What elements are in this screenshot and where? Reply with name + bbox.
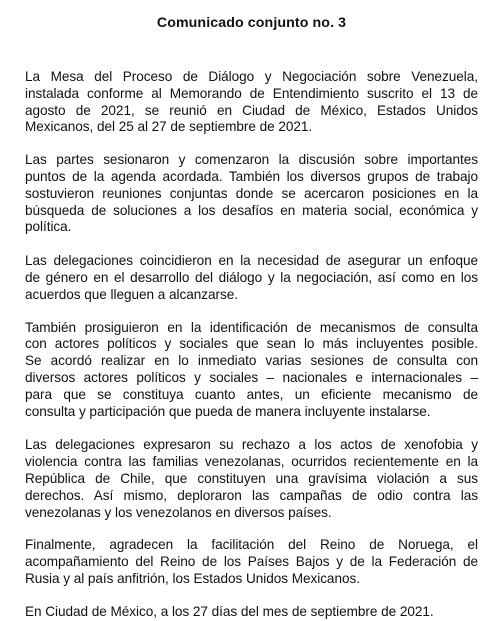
paragraph-line: Se acordó realizar en lo inmediato varias sesiones de consulta con (25, 353, 478, 369)
paragraph-line: para que se constituya cuanto antes, un eficiente mecanismo de (25, 386, 478, 402)
paragraph-line: puntos de la agenda acordada. También los diversos grupos de trabajo (25, 168, 478, 184)
paragraph-genero (25, 253, 478, 303)
paragraph-line: También prosiguieron en la identificación de mecanismos de consulta (25, 319, 478, 335)
paragraph-line: consulta y participación que pueda de manera incluyente instalarse. (25, 403, 431, 419)
paragraph-lugar-fecha (25, 604, 478, 621)
paragraph-line: venezolanas y los venezolanos en diversos países. (25, 504, 332, 520)
paragraph-partes (25, 152, 478, 236)
paragraph-xenofobia (25, 437, 478, 521)
paragraph-line: violencia contra las familias venezolanas, ocurridos recientemente en la (25, 454, 478, 470)
paragraph-line: acompañamiento del Reino de los Países Bajos y de la Federación de (25, 554, 478, 570)
paragraph-line: acuerdos que lleguen a alcanzarse. (25, 286, 238, 302)
paragraph-consulta (25, 320, 478, 421)
paragraph-line: En Ciudad de México, a los 27 días del mes de septiembre de 2021. (25, 603, 434, 619)
paragraph-line: sostuvieron reuniones conjuntas donde se acercaron posiciones en la (25, 185, 478, 201)
paragraph-line: La Mesa del Proceso de Diálogo y Negociación sobre Venezuela, (25, 69, 478, 84)
paragraph-line: agosto de 2021, se reunió en Ciudad de México, Estados Unidos (25, 102, 478, 118)
paragraph-line: instalada conforme al Memorando de Entendimiento suscrito el 13 de (25, 85, 478, 101)
paragraph-line: Las partes sesionaron y comenzaron la discusión sobre importantes (25, 152, 478, 168)
paragraph-line: Las delegaciones coincidieron en la necesidad de asegurar un enfoque (25, 253, 478, 269)
paragraph-line: búsqueda de soluciones a los desafíos en materia social, económica y (25, 202, 478, 218)
paragraph-line: Finalmente, agradecen la facilitación del Reino de Noruega, el (25, 537, 478, 553)
paragraph-line: política. (25, 219, 72, 235)
paragraph-line: con actores políticos y sociales que sean lo más incluyentes posible. (25, 336, 478, 352)
paragraph-line: derechos. Así mismo, deploraron las campañas de odio contra las (25, 487, 478, 503)
paragraph-line: de género en el desarrollo del diálogo y la negociación, así como en los (25, 269, 478, 285)
paragraph-mesa (25, 69, 478, 136)
paragraph-line: Las delegaciones expresaron su rechazo a los actos de xenofobia y (25, 437, 478, 453)
paragraph-agradecimiento (25, 537, 478, 587)
paragraph-line: Rusia y al país anfitrión, los Estados Unidos Mexicanos. (25, 570, 360, 586)
document-title: Comunicado conjunto no. 3 (156, 15, 347, 31)
paragraph-line: diversos actores políticos y sociales – nacionales e internacionales – (25, 369, 478, 385)
paragraph-line: Mexicanos, del 25 al 27 de septiembre de 2021. (25, 119, 313, 135)
paragraph-line: República de Chile, que constituyen una gravísima violación a sus (25, 470, 478, 486)
